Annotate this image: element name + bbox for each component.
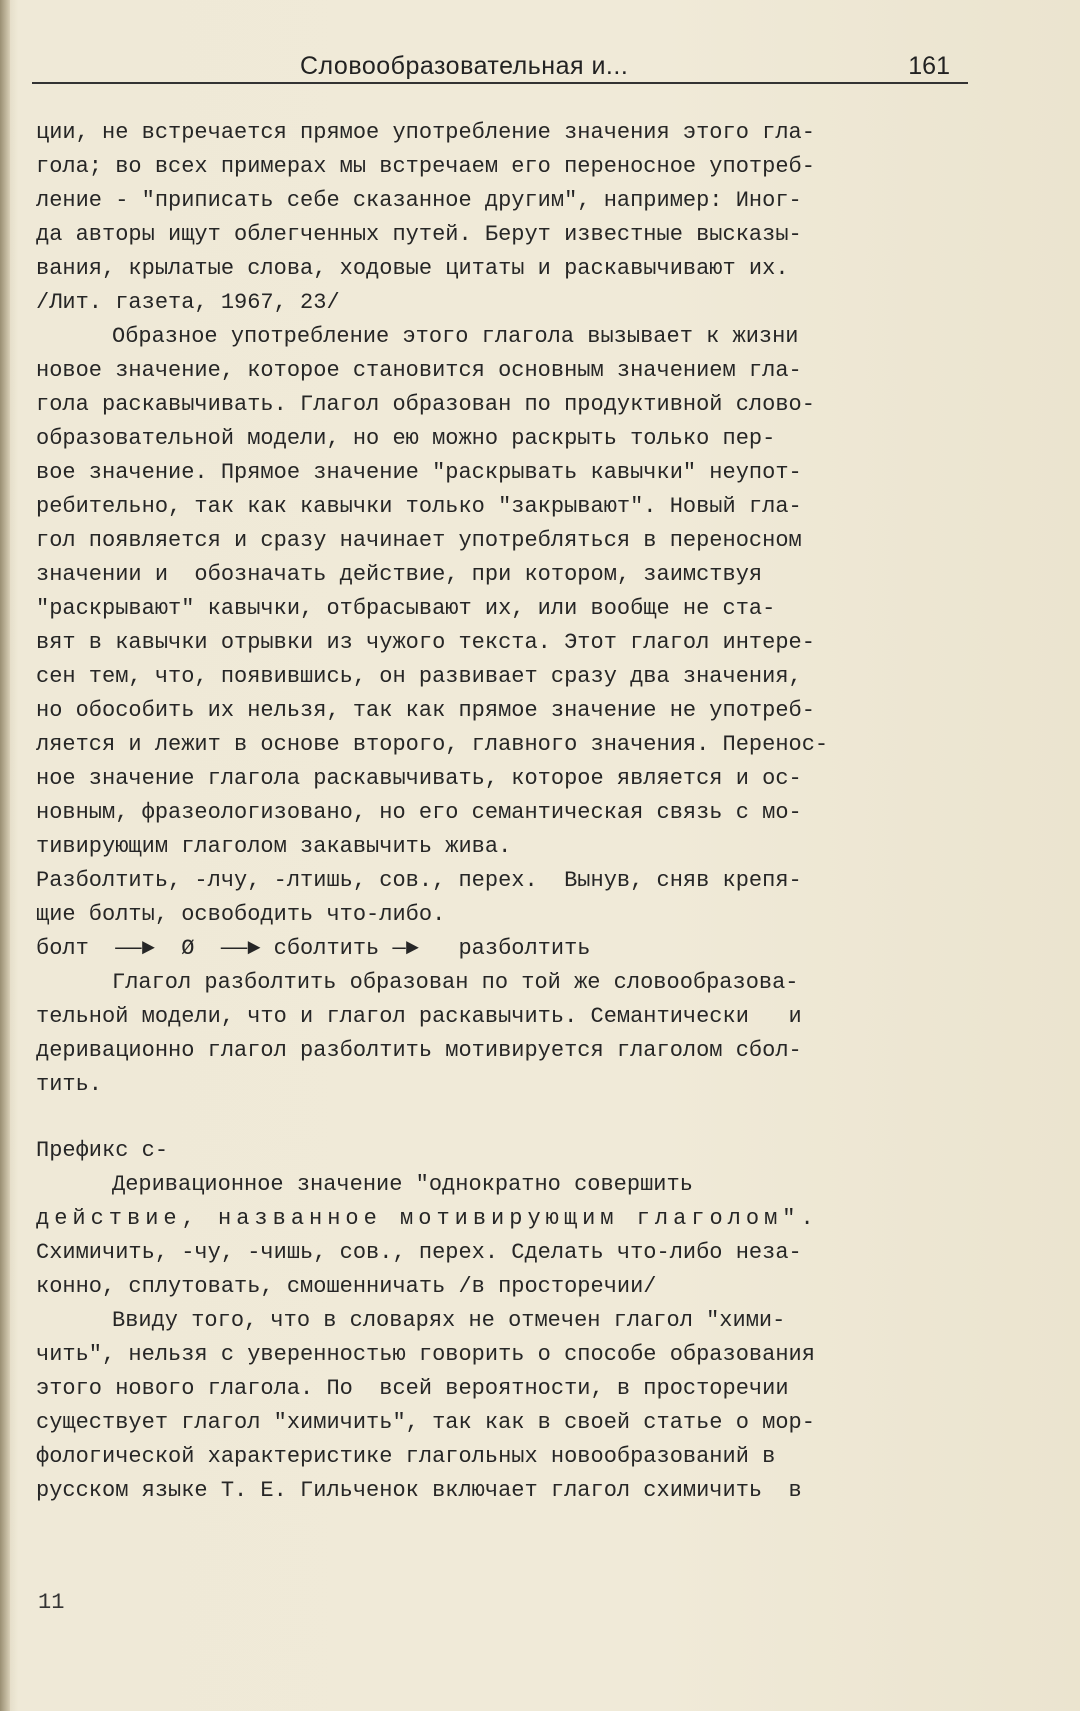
section-heading: Префикс с-	[36, 1138, 169, 1163]
text-line: значении и обозначать действие, при котором, заимствуя	[36, 562, 763, 587]
text-line: деривационно глагол разболтить мотивируется глаголом сбол-	[36, 1038, 802, 1063]
text-line: существует глагол "химичить", так как в своей статье о мор-	[36, 1410, 815, 1435]
text-line: этого нового глагола. По всей вероятности, в просторечии	[36, 1376, 789, 1401]
text-line: Образное употребление этого глагола вызывает к жизни	[112, 324, 799, 349]
text-line: чить", нельзя с уверенностью говорить о способе образования	[36, 1342, 815, 1367]
text-line: ное значение глагола раскавычивать, которое является и ос-	[36, 766, 802, 791]
text-line: Ввиду того, что в словарях не отмечен глагол "хими-	[112, 1308, 786, 1333]
page-number: 161	[908, 52, 950, 80]
text-line: гола; во всех примерах мы встречаем его переносное употреб-	[36, 154, 815, 179]
text-line: новным, фразеологизовано, но его семантическая связь с мо-	[36, 800, 802, 825]
derivation-chain: болт ——► Ø ——► сболтить —► разболтить	[36, 936, 591, 961]
text-line: новое значение, которое становится основным значением гла-	[36, 358, 802, 383]
text-line: но обособить их нельзя, так как прямое значение не употреб-	[36, 698, 815, 723]
text-line: ление - "приписать себе сказанное другим", например: Иног-	[36, 188, 802, 213]
text-line: образовательной модели, но ею можно раскрыть только пер-	[36, 426, 776, 451]
signature-mark: 11	[38, 1590, 65, 1615]
text-line: тельной модели, что и глагол раскавычить. Семантически и	[36, 1004, 802, 1029]
text-line: ции, не встречается прямое употребление значения этого гла-	[36, 120, 815, 145]
text-line: вят в кавычки отрывки из чужого текста. Этот глагол интере-	[36, 630, 815, 655]
text-line: щие болты, освободить что-либо.	[36, 902, 446, 927]
text-line: ребительно, так как кавычки только "закрывают". Новый гла-	[36, 494, 802, 519]
text-line: конно, сплутовать, смошенничать /в просторечии/	[36, 1274, 657, 1299]
text-line: гола раскавычивать. Глагол образован по продуктивной слово-	[36, 392, 815, 417]
text-line: действие, названное мотивирующим глаголом".	[36, 1206, 819, 1231]
binding-edge	[0, 0, 10, 1711]
text-line: ляется и лежит в основе второго, главного значения. Перенос-	[36, 732, 829, 757]
text-line: Деривационное значение "однократно совершить	[112, 1172, 693, 1197]
section-gap	[36, 1102, 986, 1134]
text-line: /Лит. газета, 1967, 23/	[36, 290, 340, 315]
dictionary-entry-line: Разболтить, -лчу, -лтишь, сов., перех. Вынув, сняв крепя-	[36, 868, 802, 893]
text-line: да авторы ищут облегченных путей. Берут известные высказы-	[36, 222, 802, 247]
text-line: Глагол разболтить образован по той же словообразова-	[112, 970, 799, 995]
text-line: фологической характеристике глагольных новообразований в	[36, 1444, 776, 1469]
text-line: "раскрывают" кавычки, отбрасывают их, или вообще не ста-	[36, 596, 776, 621]
dictionary-entry-line: Схимичить, -чу, -чишь, сов., перех. Сделать что-либо неза-	[36, 1240, 802, 1265]
body-text	[36, 116, 986, 1508]
text-line: сен тем, что, появившись, он развивает сразу два значения,	[36, 664, 802, 689]
running-title: Словообразовательная и...	[300, 52, 629, 80]
text-line: тивирующим глаголом закавычить жива.	[36, 834, 512, 859]
text-line: вания, крылатые слова, ходовые цитаты и раскавычивают их.	[36, 256, 789, 281]
text-line: русском языке Т. Е. Гильченок включает глагол схимичить в	[36, 1478, 802, 1503]
text-line: вое значение. Прямое значение "раскрывать кавычки" неупот-	[36, 460, 802, 485]
text-line: тить.	[36, 1072, 103, 1097]
text-line: гол появляется и сразу начинает употребляться в переносном	[36, 528, 802, 553]
page-header	[32, 48, 968, 84]
